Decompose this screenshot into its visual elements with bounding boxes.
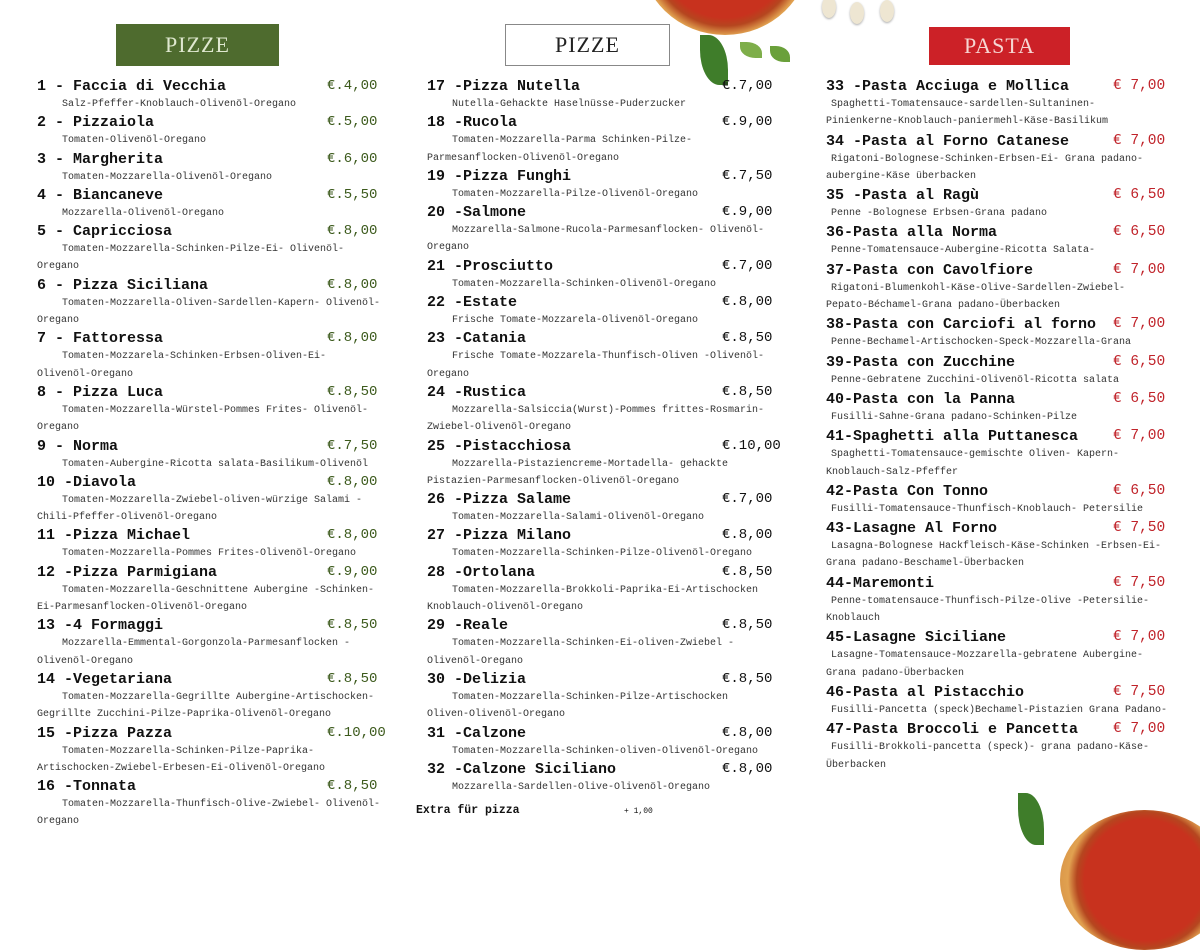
item-name: 18 -Rucola [427,114,518,132]
menu-item [826,315,1171,351]
item-price: €.8,00 [327,527,378,544]
item-description: Tomaten-Mozzarella-Schinken-Olivenöl-Oregano [452,278,717,290]
item-price: €.8,00 [327,330,378,347]
item-name: 17 -Pizza Nutella [427,78,581,95]
menu-item [427,77,782,113]
menu-item [427,203,782,257]
mushroom-image [880,0,894,22]
item-description: Fusilli-Pancetta (speck)Bechamel-Pistazien Grana Padano- [831,704,1168,716]
item-description: Tomaten-Mozzarella-Olivenöl-Oregano [62,171,273,183]
item-price: €.7,50 [327,437,378,454]
menu-item [37,186,382,222]
item-description: Rigatoni-Bolognese-Schinken-Erbsen-Ei- Grana padano-aubergine-Käse überbacken [826,153,1144,182]
pizza-image-bottom [1060,810,1200,950]
item-price: €.8,00 [327,473,378,490]
item-description: Tomaten-Mozzarella-Schinken-Pilze-Olivenöl-Oregano [452,548,753,560]
item-name: 33 -Pasta Acciuga e Mollica [826,78,1070,95]
menu-item [427,167,782,203]
item-price: €.8,00 [722,760,773,777]
item-description: Frische Tomate-Mozzarela-Thunfisch-Oliven -Olivenöl-Oregano [427,351,765,380]
menu-item [427,113,782,167]
item-description: Penne-Tomatensauce-Aubergine-Ricotta Salata- [831,245,1096,257]
item-name: 39-Pasta con Zucchine [826,353,1016,371]
item-list [826,77,1171,774]
item-name: 46-Pasta al Pistacchio [826,683,1025,701]
item-name: 10 -Diavola [37,473,137,491]
menu-item [826,390,1171,426]
basil-leaf-image [770,46,790,62]
item-price: €.8,00 [722,724,773,741]
item-name: 32 -Calzone Siciliano [427,760,617,778]
item-price: €.8,50 [327,383,378,400]
item-price: € 7,00 [1113,261,1166,278]
item-price: € 6,50 [1113,224,1166,241]
item-name: 19 -Pizza Funghi [427,167,572,185]
item-price: €.8,50 [722,670,773,687]
mushroom-image [822,0,836,18]
item-name: 4 - Biancaneve [37,186,164,204]
menu-item [826,77,1171,131]
menu-item [37,563,382,617]
menu-item [37,383,382,437]
menu-item [37,222,382,276]
pizze-header-1: PIZZE [116,24,279,66]
basil-leaf-image [1018,793,1044,845]
menu-item [427,760,782,796]
menu-item [826,574,1171,628]
item-price: €.8,50 [327,778,378,795]
item-description: Tomaten-Mozzarella-Salami-Olivenöl-Oregano [452,512,705,524]
item-name: 12 -Pizza Parmigiana [37,563,218,581]
item-description: Tomaten-Olivenöl-Oregano [62,135,207,147]
menu-item [826,261,1171,315]
item-price: €.7,00 [722,78,773,94]
item-price: €.9,00 [722,204,773,221]
menu-item [37,437,382,473]
item-price: €.7,00 [722,491,773,508]
item-description: Nutella-Gehackte Haselnüsse-Puderzucker [452,99,687,110]
item-description: Tomaten-Mozzarella-Würstel-Pommes Frites- Olivenöl-Oregano [37,404,369,434]
menu-item [427,257,782,293]
menu-item [427,616,782,670]
item-description: Mozzarella-Olivenöl-Oregano [62,207,225,219]
item-name: 7 - Fattoressa [37,330,164,348]
menu-item [427,490,782,526]
item-description: Tomaten-Mozzarella-Schinken-oliven-Olivenöl-Oregano [452,745,759,757]
item-description: Penne-Gebratene Zucchini-Olivenöl-Ricotta salata [831,374,1120,386]
item-name: 27 -Pizza Milano [427,527,572,545]
item-price: €.8,50 [722,330,773,347]
item-price: €.8,50 [722,617,773,634]
item-price: € 6,50 [1113,482,1166,499]
item-price: €.5,00 [327,114,378,131]
menu-item [37,473,382,527]
item-description: Mozzarella-Sardellen-Olive-Olivenöl-Oregano [452,781,711,793]
item-name: 15 -Pizza Pazza [37,724,173,742]
item-description: Fusilli-Sahne-Grana padano-Schinken-Pilze [831,411,1078,423]
item-name: 30 -Delizia [427,670,527,688]
item-name: 25 -Pistacchiosa [427,437,572,455]
menu-item [427,526,782,562]
item-price: €.8,50 [327,670,378,687]
menu-item [37,150,382,186]
item-price: €.10,00 [722,437,781,454]
item-name: 1 - Faccia di Vecchia [37,78,227,95]
item-name: 42-Pasta Con Tonno [826,482,989,500]
item-price: €.9,00 [327,563,378,580]
menu-item [826,720,1171,774]
item-price: € 7,50 [1113,683,1166,700]
basil-leaf-image [740,42,762,58]
menu-item [37,329,382,383]
item-description: Tomaten-Mozzarella-Schinken-Ei-oliven-Zwiebel -Olivenöl-Oregano [427,638,735,667]
pasta-header: PASTA [929,27,1070,65]
item-description: Tomaten-Mozzarella-Schinken-Pilze-Paprika- Artischocken-Zwiebel-Erbesen-Ei-Olivenöl-Oregano [37,745,326,774]
item-price: €.8,50 [327,617,378,634]
item-price: € 6,50 [1113,353,1166,370]
item-description: Tomaten-Mozzarella-Geschnittene Aubergine -Schinken-Ei-Parmesanflocken-Olivenöl-Oregano [37,584,375,614]
item-price: €.8,50 [722,383,773,400]
extra-topping-price: + 1,00 [624,807,653,817]
item-price: €.7,50 [722,167,773,184]
extra-topping-label: Extra für pizza [416,804,520,818]
item-name: 5 - Capricciosa [37,223,173,241]
item-name: 2 - Pizzaiola [37,114,155,132]
item-name: 35 -Pasta al Ragù [826,187,980,205]
menu-item [427,329,782,383]
item-name: 22 -Estate [427,294,518,312]
menu-item [37,670,382,724]
pasta-column [826,77,1171,775]
item-price: € 6,50 [1113,187,1166,204]
item-description: Spaghetti-Tomatensauce-sardellen-Sultaninen- Pinienkerne-Knoblauch-paniermehl-Käse-Basilikum [826,99,1109,128]
item-list [427,77,782,796]
item-description: Penne -Bolognese Erbsen-Grana padano [831,208,1048,220]
item-name: 23 -Catania [427,330,527,348]
item-name: 20 -Salmone [427,204,527,222]
pizze-header-2: PIZZE [505,24,670,66]
menu-item [427,437,782,491]
item-price: € 7,50 [1113,574,1166,591]
item-description: Tomaten-Mozzarela-Schinken-Erbsen-Oliven-Ei- Olivenöl-Oregano [37,351,327,380]
menu-item [427,383,782,437]
menu-item [427,293,782,329]
item-name: 26 -Pizza Salame [427,491,572,509]
item-name: 21 -Prosciutto [427,257,554,275]
menu-item [826,186,1171,222]
item-description: Spaghetti-Tomatensauce-gemischte Oliven- Kapern-Knoblauch-Salz-Pfeffer [826,449,1120,478]
item-description: Fusilli-Tomatensauce-Thunfisch-Knoblauch- Petersilie [831,503,1144,515]
item-description: Tomaten-Aubergine-Ricotta salata-Basilikum-Olivenöl [62,458,369,470]
item-description: Tomaten-Mozzarella-Schinken-Pilze-Artischocken Oliven-Olivenöl-Oregano [427,691,729,721]
item-name: 36-Pasta alla Norma [826,224,998,242]
menu-item [37,616,382,670]
item-price: €.10,00 [327,724,386,741]
menu-item [37,724,386,778]
item-description: Tomaten-Mozzarella-Schinken-Pilze-Ei- Olivenöl-Oregano [37,244,345,273]
item-price: € 7,00 [1113,428,1166,445]
item-description: Penne-Bechamel-Artischocken-Speck-Mozzarella-Grana [831,337,1132,349]
item-description: Mozzarella-Salmone-Rucola-Parmesanflocken- Olivenöl-Oregano [427,225,765,254]
item-name: 45-Lasagne Siciliane [826,629,1007,647]
item-description: Tomaten-Mozzarella-Zwiebel-oliven-würzige Salami -Chili-Pfeffer-Olivenöl-Oregano [37,494,363,524]
item-price: € 7,00 [1113,132,1166,149]
item-name: 16 -Tonnata [37,778,137,796]
item-name: 11 -Pizza Michael [37,527,191,545]
menu-item [826,482,1171,518]
item-description: Tomaten-Mozzarella-Oliven-Sardellen-Kapern- Olivenöl-Oregano [37,297,381,327]
menu-item [37,777,382,831]
item-description: Mozzarella-Pistaziencreme-Mortadella- gehackte Pistazien-Parmesanflocken-Olivenöl-Oregano [427,458,729,487]
item-name: 31 -Calzone [427,724,527,742]
menu-item [826,223,1171,259]
item-name: 8 - Pizza Luca [37,383,164,401]
item-price: € 7,00 [1113,721,1166,738]
item-name: 47-Pasta Broccoli e Pancetta [826,721,1079,739]
item-description: Mozzarella-Emmental-Gorgonzola-Parmesanflocken -Olivenöl-Oregano [37,638,351,667]
item-name: 13 -4 Formaggi [37,617,164,635]
item-description: Lasagne-Tomatensauce-Mozzarella-gebratene Aubergine-Grana padano-Überbacken [826,650,1144,679]
item-price: € 7,00 [1113,316,1166,333]
item-name: 14 -Vegetariana [37,670,173,688]
menu-item [826,683,1171,719]
item-price: €.8,00 [722,527,773,544]
item-price: €.8,00 [327,223,378,240]
item-name: 41-Spaghetti alla Puttanesca [826,428,1079,446]
menu-item [826,132,1171,186]
item-name: 40-Pasta con la Panna [826,390,1016,408]
item-name: 3 - Margherita [37,150,164,168]
item-name: 9 - Norma [37,437,119,455]
item-description: Rigatoni-Blumenkohl-Käse-Olive-Sardellen-Zwiebel- Pepato-Béchamel-Grana padano-Überbacken [826,282,1126,312]
item-name: 43-Lasagne Al Forno [826,520,998,538]
item-list [37,77,386,831]
item-price: € 7,50 [1113,520,1166,537]
pizze-column-1 [37,77,386,831]
mushroom-image [850,2,864,24]
item-name: 44-Maremonti [826,574,935,592]
item-name: 37-Pasta con Cavolfiore [826,261,1034,279]
item-description: Tomaten-Mozzarella-Thunfisch-Olive-Zwiebel- Olivenöl-Oregano [37,799,381,828]
menu-item [826,353,1171,389]
item-description: Tomaten-Mozzarella-Gegrillte Aubergine-Artischocken- Gegrillte Zucchini-Pilze-Paprika-Olivenöl-Oregano [37,691,375,721]
extra-topping-row [416,804,782,817]
item-name: 34 -Pasta al Forno Catanese [826,132,1070,150]
item-description: Mozzarella-Salsiccia(Wurst)-Pommes frittes-Rosmarin- Zwiebel-Olivenöl-Oregano [427,404,765,434]
menu-item [37,276,382,330]
item-name: 28 -Ortolana [427,563,536,581]
menu-item [427,724,782,760]
item-description: Frische Tomate-Mozzarela-Olivenöl-Oregano [452,315,699,327]
item-price: €.7,00 [722,257,773,274]
menu-item [427,563,782,617]
item-description: Tomaten-Mozzarella-Parma Schinken-Pilze- Parmesanflocken-Olivenöl-Oregano [427,135,693,164]
menu-item [826,427,1171,481]
item-description: Tomaten-Mozzarella-Pilze-Olivenöl-Oregano [452,188,699,200]
item-name: 38-Pasta con Carciofi al forno [826,316,1097,334]
item-price: €.5,50 [327,186,378,203]
menu-item [826,628,1171,682]
item-price: € 7,00 [1113,78,1166,94]
menu-item [37,113,382,149]
menu-item [37,526,382,562]
item-name: 24 -Rustica [427,383,527,401]
item-price: € 7,00 [1113,629,1166,646]
item-price: €.6,00 [327,150,378,167]
menu-item [427,670,782,724]
item-description: Salz-Pfeffer-Knoblauch-Olivenöl-Oregano [62,99,297,110]
item-price: €.8,00 [327,276,378,293]
item-price: € 6,50 [1113,390,1166,407]
item-price: €.9,00 [722,114,773,131]
item-price: €.4,00 [327,78,378,94]
item-name: 6 - Pizza Siciliana [37,276,209,294]
item-price: €.8,00 [722,294,773,311]
menu-item [826,519,1171,573]
item-description: Tomaten-Mozzarella-Brokkoli-Paprika-Ei-Artischocken Knoblauch-Olivenöl-Oregano [427,584,759,614]
item-description: Penne-tomatensauce-Thunfisch-Pilze-Olive -Petersilie-Knoblauch [826,595,1150,625]
item-name: 29 -Reale [427,617,509,635]
item-description: Fusilli-Brokkoli-pancetta (speck)- grana padano-Käse-Überbacken [826,742,1150,771]
pizze-column-2 [416,77,782,818]
item-price: €.8,50 [722,563,773,580]
item-description: Lasagna-Bolognese Hackfleisch-Käse-Schinken -Erbsen-Ei-Grana padano-Beschamel-Überbacken [826,541,1162,570]
menu-item [37,77,382,113]
item-description: Tomaten-Mozzarella-Pommes Frites-Olivenöl-Oregano [62,548,357,560]
